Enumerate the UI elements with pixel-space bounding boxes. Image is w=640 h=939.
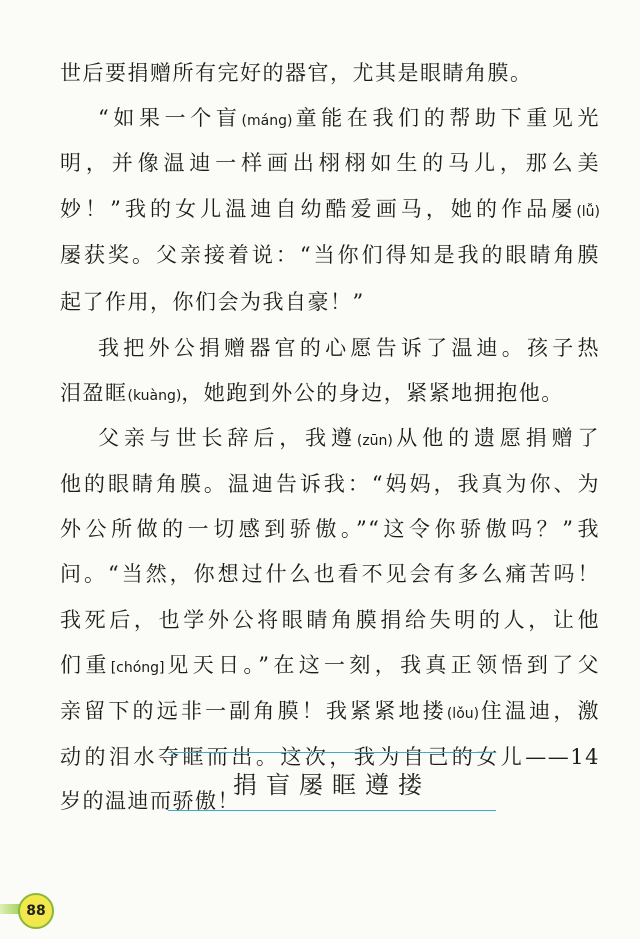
- text-segment: 们重: [60, 653, 111, 677]
- pinyin-annotation: (máng): [241, 113, 293, 129]
- pinyin-annotation: (lǒu): [446, 706, 480, 722]
- text-line: [98, 95, 600, 141]
- text-line: [60, 370, 600, 416]
- text-line: 岁的温迪而骄傲！: [60, 789, 240, 813]
- pinyin-annotation: (zūn): [356, 433, 393, 449]
- text-line: [60, 688, 600, 734]
- page-number: 88: [18, 893, 54, 929]
- text-segment: 童能在我们的帮助下重见光: [292, 106, 600, 130]
- text-segment: 妙！”我的女儿温迪自幼酷爱画马，她的作品屡: [60, 197, 577, 221]
- text-line: [60, 642, 600, 688]
- text-segment: 泪盈眶: [60, 381, 128, 405]
- text-line: 起了作用，你们会为我自豪！”: [60, 290, 365, 314]
- vocabulary-characters: 捐盲屡眶遵搂: [233, 771, 431, 799]
- text-line: 明，并像温迪一样画出栩栩如生的马儿，那么美: [60, 151, 600, 175]
- text-line: 他的眼睛角膜。温迪告诉我：“妈妈，我真为你、为: [60, 472, 600, 496]
- text-segment: 父亲与世长辞后，我遵: [98, 426, 357, 450]
- text-line: 外公所做的一切感到骄傲。”“这令你骄傲吗？”我: [60, 517, 600, 541]
- text-line: 动的泪水夺眶而出。这次，我为自己的女儿——14: [60, 745, 600, 769]
- text-line: 屡获奖。父亲接着说：“当你们得知是我的眼睛角膜: [60, 243, 600, 267]
- text-line: 我死后，也学外公将眼睛角膜捐给失明的人，让他: [60, 608, 600, 632]
- text-segment: “如果一个盲: [98, 106, 242, 130]
- text-segment: 从他的遗愿捐赠了: [392, 426, 600, 450]
- text-line: 我把外公捐赠器官的心愿告诉了温迪。孩子热: [98, 336, 600, 360]
- pinyin-annotation: (lǚ): [576, 204, 600, 220]
- text-segment: 住温迪，激: [479, 699, 600, 723]
- text-line: [98, 415, 600, 461]
- vocab-bottom-rule: [168, 810, 496, 811]
- vocab-top-rule: [168, 752, 496, 753]
- pinyin-annotation: [chóng]: [110, 660, 165, 676]
- text-segment: ，她跑到外公的身边，紧紧地拥抱他。: [181, 381, 564, 405]
- text-segment: 亲留下的远非一副角膜！我紧紧地搂: [60, 699, 447, 723]
- text-line: 世后要捐赠所有完好的器官，尤其是眼睛角膜。: [60, 61, 533, 85]
- pinyin-annotation: (kuàng): [127, 388, 182, 404]
- text-segment: 见天日。”在这一刻，我真正领悟到了父: [164, 653, 600, 677]
- text-line: [60, 186, 600, 232]
- text-line: 问。“当然，你想过什么也看不见会有多么痛苦吗！: [60, 562, 600, 586]
